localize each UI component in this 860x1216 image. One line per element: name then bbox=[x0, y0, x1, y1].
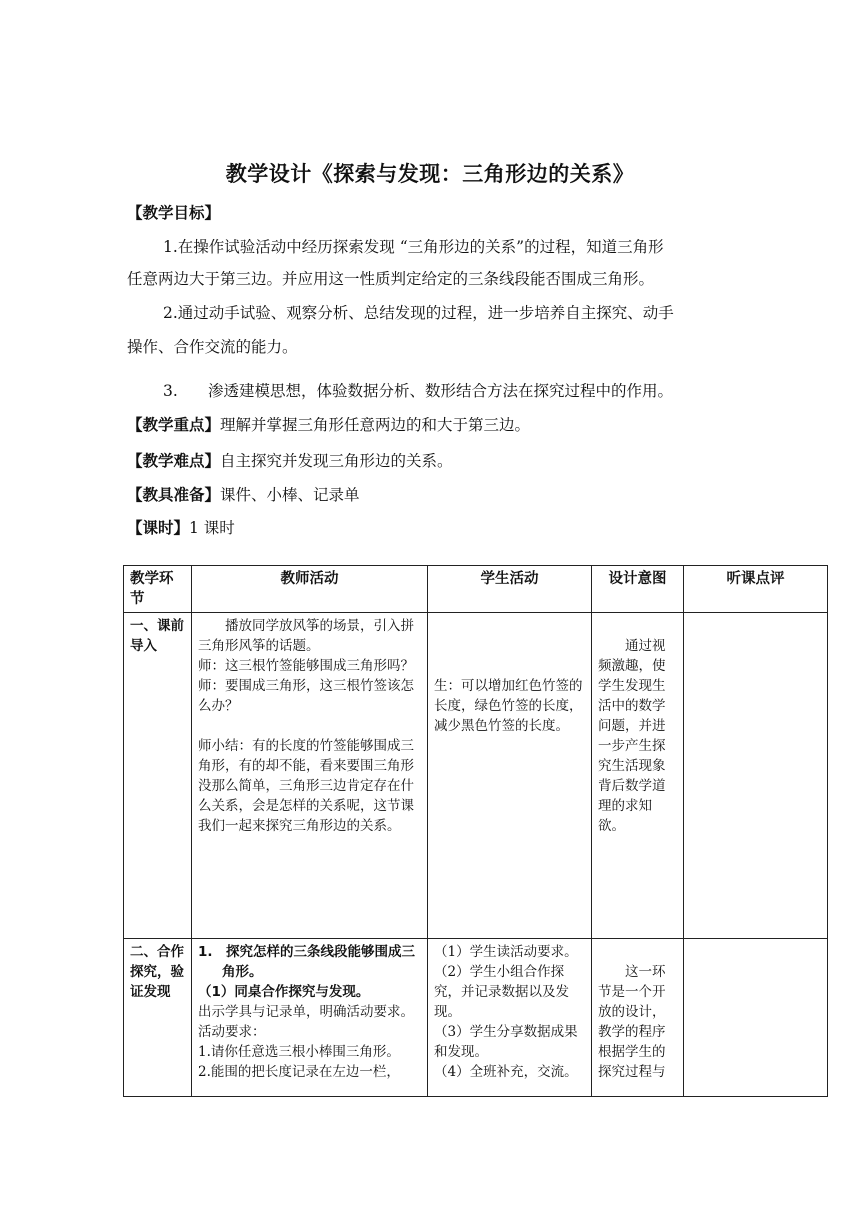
document-title: 教学设计《探索与发现：三角形边的关系》 bbox=[225, 162, 635, 186]
header-observation-comment: 听课点评 bbox=[684, 566, 828, 613]
duration bbox=[127, 518, 235, 538]
objective-1-line-2: 任意两边大于第三边。并应用这一性质判定给定的三条线段能否围成三角形。 bbox=[127, 270, 655, 288]
difficulty-text: 自主探究并发现三角形边的关系。 bbox=[220, 452, 453, 470]
table-row bbox=[124, 939, 828, 1097]
row2-student-p3: （3）学生分享数据成果和发现。 bbox=[434, 1024, 578, 1060]
materials bbox=[127, 485, 360, 505]
row1-teacher-p3: 师：要围成三角形，这三根竹签该怎么办？ bbox=[198, 678, 414, 714]
key-point bbox=[127, 415, 530, 435]
row1-teacher-p4: 师小结：有的长度的竹签能够围成三角形，有的却不能，看来要围三角形没那么简单，三角形三边肯定存在什么关系，会是怎样的关系呢，这节课我们一起来探究三角形边的关系。 bbox=[198, 738, 414, 834]
row1-comment bbox=[684, 613, 828, 939]
row2-teacher-p3: 出示学具与记录单，明确活动要求。活动要求： bbox=[198, 1004, 414, 1040]
objective-3-text: 渗透建模思想，体验数据分析、数形结合方法在探究过程中的作用。 bbox=[208, 382, 674, 400]
row2-stage: 二、合作探究，验证发现 bbox=[124, 939, 192, 1097]
row2-student-p2: （2）学生小组合作探究，并记录数据以及发现。 bbox=[434, 964, 569, 1020]
header-teacher-activity: 教师活动 bbox=[192, 566, 428, 613]
row1-teacher-p1: 播放同学放风筝的场景，引入拼三角形风筝的话题。 bbox=[198, 618, 414, 654]
row1-student-activity bbox=[428, 613, 592, 939]
row2-teacher-p1: 1. 探究怎样的三条线段能够围成三角形。 bbox=[198, 944, 416, 980]
key-point-text: 理解并掌握三角形任意两边的和大于第三边。 bbox=[220, 416, 531, 434]
row1-design-intent bbox=[592, 613, 684, 939]
objectives-heading: 【教学目标】 bbox=[127, 204, 221, 222]
header-student-activity: 学生活动 bbox=[428, 566, 592, 613]
row1-intent-text: 通过视频激趣，使学生发现生活中的数学问题，并进一步产生探究生活现象背后数学道理的求知欲。 bbox=[598, 638, 666, 834]
row2-teacher-p2: （1）同桌合作探究与发现。 bbox=[198, 984, 370, 1000]
objective-1-line-1: 1.在操作试验活动中经历探索发现 “三角形边的关系”的过程，知道三角形 bbox=[163, 238, 664, 256]
objective-2-line-1: 2.通过动手试验、观察分析、总结发现的过程，进一步培养自主探究、动手 bbox=[163, 304, 674, 322]
header-stage: 教学环节 bbox=[124, 566, 192, 613]
difficulty bbox=[127, 451, 453, 471]
row1-stage: 一、课前导入 bbox=[124, 613, 192, 939]
row2-student-activity bbox=[428, 939, 592, 1097]
row2-intent-text: 这一环节是一个开放的设计，教学的程序根据学生的探究过程与 bbox=[598, 964, 666, 1080]
row2-student-p4: （4）全班补充，交流。 bbox=[434, 1064, 578, 1080]
row1-teacher-activity bbox=[192, 613, 428, 939]
row1-teacher-p2: 师：这三根竹签能够围成三角形吗？ bbox=[198, 658, 414, 674]
row2-comment bbox=[684, 939, 828, 1097]
row2-teacher-p4: 1.请你任意选三根小棒围三角形。 bbox=[198, 1044, 400, 1060]
materials-label: 【教具准备】 bbox=[127, 486, 221, 504]
row2-student-p1: （1）学生读活动要求。 bbox=[434, 944, 578, 960]
materials-text: 课件、小棒、记录单 bbox=[220, 486, 360, 504]
objective-3-number: 3. bbox=[163, 382, 178, 400]
duration-text: 1 课时 bbox=[189, 519, 235, 537]
duration-label: 【课时】 bbox=[127, 519, 190, 537]
lesson-plan-table bbox=[123, 565, 828, 1097]
row2-teacher-p5: 2.能围的把长度记录在左边一栏， bbox=[198, 1064, 400, 1080]
difficulty-label: 【教学难点】 bbox=[127, 452, 221, 470]
objective-2-line-2: 操作、合作交流的能力。 bbox=[127, 338, 298, 356]
table-header-row bbox=[124, 566, 828, 613]
row2-design-intent bbox=[592, 939, 684, 1097]
key-point-label: 【教学重点】 bbox=[127, 416, 221, 434]
header-design-intent: 设计意图 bbox=[592, 566, 684, 613]
table-row bbox=[124, 613, 828, 939]
row2-teacher-activity bbox=[192, 939, 428, 1097]
row1-student-text: 生：可以增加红色竹签的长度，绿色竹签的长度，减少黑色竹签的长度。 bbox=[434, 678, 583, 734]
